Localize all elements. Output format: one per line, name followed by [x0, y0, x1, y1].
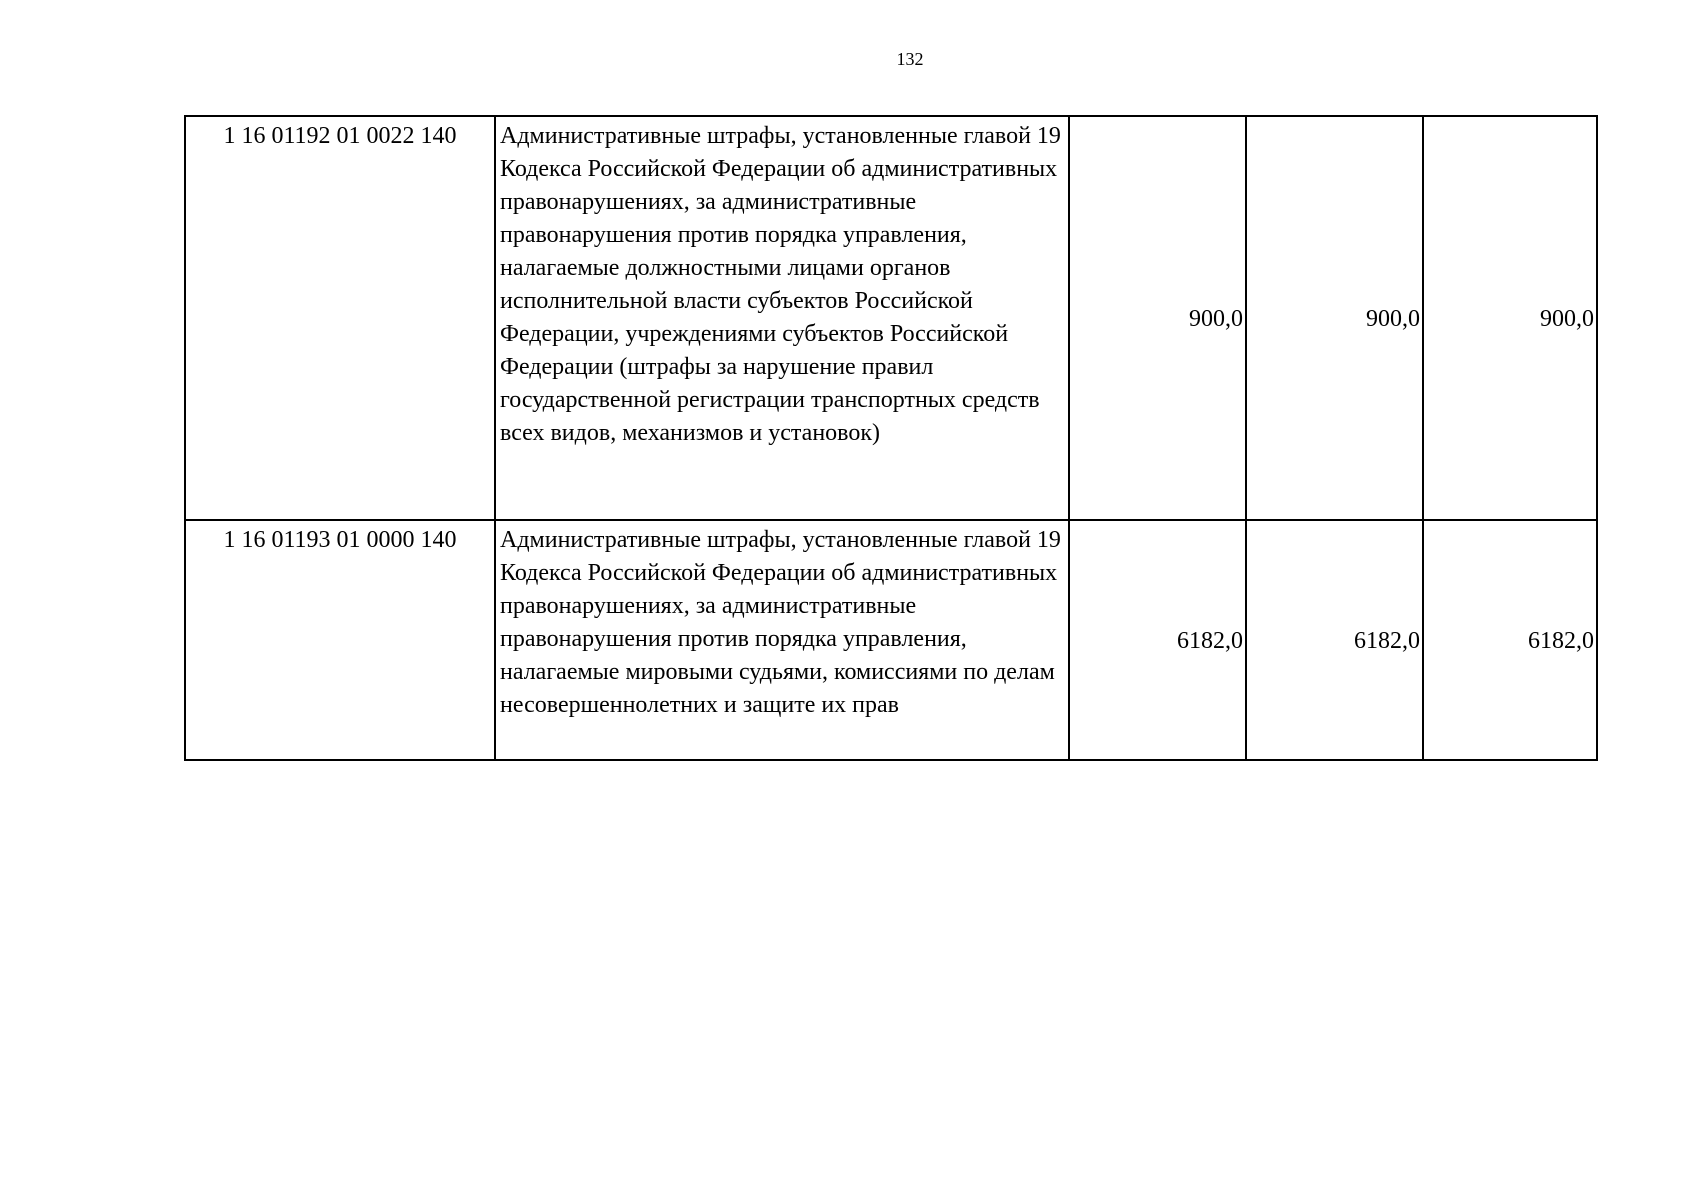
page-number: 132: [896, 49, 924, 69]
revenue-name-cell: Административные штрафы, установленные главой 19 Кодекса Российской Федерации об административных правонарушениях, за административные правонарушения против порядка управления, налагаемые должностными лицами органов исполнительной власти субъектов Российской Федерации, учреждениями субъектов Российской Федерации (штрафы за нарушение правил государственной регистрации транспортных средств всех видов, механизмов и установок): [495, 116, 1069, 520]
budget-code-cell: 1 16 01192 01 0022 140: [185, 116, 495, 520]
budget-code-cell: 1 16 01193 01 0000 140: [185, 520, 495, 760]
revenue-name-cell: Административные штрафы, установленные главой 19 Кодекса Российской Федерации об административных правонарушениях, за административные правонарушения против порядка управления, налагаемые мировыми судьями, комиссиями по делам несовершеннолетних и защите их прав: [495, 520, 1069, 760]
table-row: [185, 520, 1597, 760]
value-cell-year-3: 900,0: [1423, 116, 1597, 520]
value-cell-year-2: 6182,0: [1246, 520, 1423, 760]
value-cell-year-2: 900,0: [1246, 116, 1423, 520]
budget-revenue-table: [184, 115, 1598, 761]
value-cell-year-1: 6182,0: [1069, 520, 1246, 760]
value-cell-year-1: 900,0: [1069, 116, 1246, 520]
table-row: [185, 116, 1597, 520]
value-cell-year-3: 6182,0: [1423, 520, 1597, 760]
